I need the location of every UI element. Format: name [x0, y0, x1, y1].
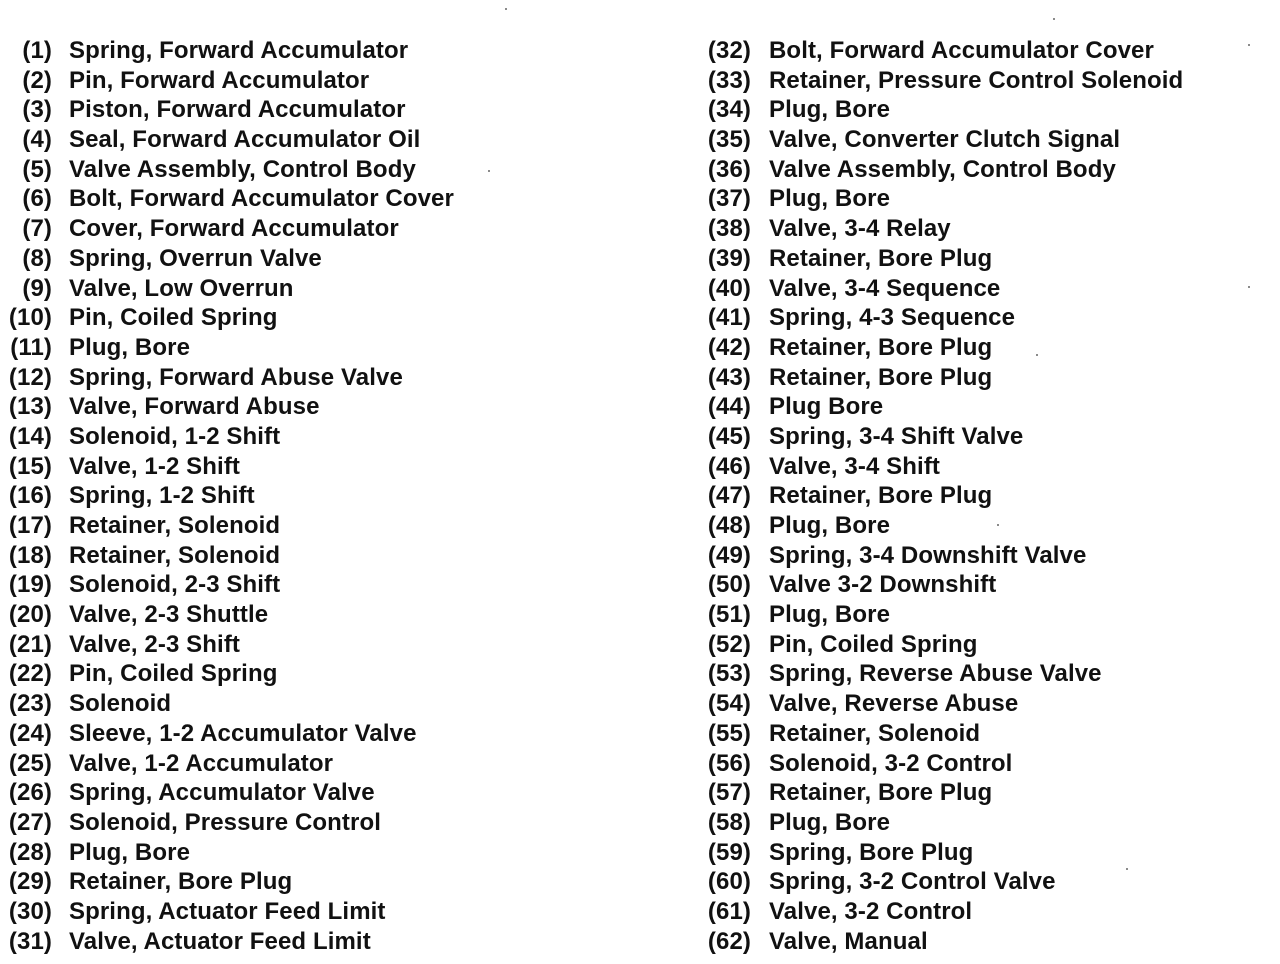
part-number: (58): [707, 808, 751, 836]
part-name: Retainer, Solenoid: [69, 512, 281, 539]
part-number: (32): [707, 37, 751, 64]
part-name: Valve, 1-2 Accumulator: [69, 749, 334, 777]
part-name: Pin, Coiled Spring: [769, 630, 978, 658]
part-name: Retainer, Bore Plug: [769, 363, 993, 391]
part-number: (9): [22, 274, 52, 302]
part-number: (24): [8, 719, 52, 747]
part-number: (49): [707, 541, 751, 569]
part-name: Valve, 2-3 Shuttle: [69, 601, 269, 629]
parts-list-left: [6, 36, 454, 956]
part-name: Valve, 2-3 Shift: [69, 630, 241, 658]
part-name: Valve, 3-4 Relay: [769, 215, 951, 243]
part-item: [6, 481, 255, 511]
part-number: (28): [8, 838, 52, 866]
part-item: [6, 214, 399, 244]
part-name: Pin, Forward Accumulator: [69, 66, 370, 94]
part-number: (36): [707, 155, 751, 183]
part-name: Valve, Reverse Abuse: [769, 690, 1019, 718]
part-item: [6, 452, 241, 482]
part-name: Valve, Forward Abuse: [69, 393, 320, 421]
part-item: [6, 155, 416, 185]
part-item: [705, 66, 1184, 96]
part-item: [6, 303, 278, 333]
part-name: Valve, Converter Clutch Signal: [769, 126, 1121, 154]
part-name: Valve, 3-2 Control: [769, 897, 973, 925]
part-name: Retainer, Bore Plug: [769, 333, 993, 361]
part-name: Retainer, Pressure Control Solenoid: [769, 66, 1184, 94]
part-number: (27): [8, 808, 52, 836]
part-number: (17): [8, 512, 52, 539]
scan-speck: [1036, 354, 1038, 356]
part-number: (47): [707, 482, 751, 510]
part-item: [6, 511, 281, 541]
part-item: [6, 927, 371, 957]
part-item: [6, 838, 191, 868]
scan-speck: [997, 524, 999, 526]
part-item: [6, 184, 454, 214]
part-number: (4): [22, 126, 52, 154]
part-number: (30): [8, 897, 52, 925]
part-number: (35): [707, 126, 751, 154]
part-number: (53): [707, 660, 751, 688]
part-number: (31): [8, 927, 52, 955]
part-item: [705, 689, 1019, 719]
part-item: [6, 363, 403, 393]
scan-speck: [505, 8, 507, 10]
part-number: (15): [8, 452, 52, 480]
part-number: (50): [707, 571, 751, 599]
part-item: [705, 570, 997, 600]
part-name: Spring, 3-4 Shift Valve: [769, 422, 1024, 450]
part-number: (19): [8, 571, 52, 599]
part-name: Valve, 3-4 Shift: [769, 452, 941, 480]
part-number: (61): [707, 897, 751, 925]
part-number: (16): [8, 482, 52, 510]
part-number: (55): [707, 719, 751, 747]
part-name: Plug, Bore: [69, 333, 191, 361]
part-number: (48): [707, 512, 751, 539]
part-item: [6, 66, 370, 96]
part-item: [6, 36, 409, 66]
part-name: Retainer, Solenoid: [769, 719, 981, 747]
part-item: [6, 630, 241, 660]
part-number: (34): [707, 96, 751, 124]
part-name: Solenoid, 2-3 Shift: [69, 571, 281, 599]
part-item: [705, 422, 1024, 452]
part-number: (26): [8, 779, 52, 807]
part-item: [705, 303, 1016, 333]
part-number: (38): [707, 215, 751, 243]
scan-speck: [1126, 868, 1128, 870]
part-name: Sleeve, 1-2 Accumulator Valve: [69, 719, 417, 747]
part-number: (57): [707, 779, 751, 807]
part-number: (21): [8, 630, 52, 658]
part-name: Spring, Bore Plug: [769, 838, 974, 866]
part-item: [705, 155, 1116, 185]
part-number: (23): [8, 690, 52, 718]
part-name: Plug, Bore: [769, 601, 891, 629]
part-number: (3): [22, 96, 52, 124]
part-item: [705, 214, 951, 244]
part-number: (51): [707, 601, 751, 629]
part-name: Spring, Accumulator Valve: [69, 779, 375, 807]
part-item: [705, 897, 973, 927]
part-number: (41): [707, 304, 751, 332]
part-item: [6, 95, 406, 125]
part-name: Valve Assembly, Control Body: [69, 155, 416, 183]
part-number: (22): [8, 660, 52, 688]
part-item: [6, 808, 381, 838]
part-number: (29): [8, 868, 52, 896]
part-number: (2): [22, 66, 52, 94]
part-name: Pin, Coiled Spring: [69, 660, 278, 688]
part-name: Plug, Bore: [769, 808, 891, 836]
part-number: (43): [707, 363, 751, 391]
part-item: [705, 659, 1102, 689]
part-number: (18): [8, 541, 52, 569]
part-number: (56): [707, 749, 751, 777]
part-name: Valve, Actuator Feed Limit: [69, 927, 371, 955]
part-name: Retainer, Bore Plug: [769, 482, 993, 510]
part-number: (8): [22, 244, 52, 272]
part-number: (1): [22, 37, 52, 64]
part-number: (14): [8, 422, 52, 450]
part-item: [6, 274, 294, 304]
part-item: [705, 274, 1001, 304]
part-name: Retainer, Solenoid: [69, 541, 281, 569]
part-item: [6, 778, 375, 808]
part-number: (45): [707, 422, 751, 450]
scan-speck: [488, 170, 490, 172]
part-name: Spring, 3-4 Downshift Valve: [769, 541, 1087, 569]
part-item: [705, 95, 891, 125]
part-item: [705, 481, 993, 511]
part-name: Seal, Forward Accumulator Oil: [69, 126, 421, 154]
part-name: Retainer, Bore Plug: [769, 779, 993, 807]
part-name: Plug, Bore: [769, 185, 891, 213]
part-name: Spring, 3-2 Control Valve: [769, 868, 1056, 896]
part-item: [705, 600, 891, 630]
part-number: (13): [8, 393, 52, 421]
part-number: (37): [707, 185, 751, 213]
part-item: [6, 719, 417, 749]
part-name: Valve, 3-4 Sequence: [769, 274, 1001, 302]
part-item: [6, 897, 386, 927]
part-name: Spring, 4-3 Sequence: [769, 304, 1016, 332]
part-number: (40): [707, 274, 751, 302]
part-name: Valve Assembly, Control Body: [769, 155, 1116, 183]
part-item: [705, 838, 974, 868]
part-item: [705, 719, 981, 749]
part-name: Plug, Bore: [769, 96, 891, 124]
part-name: Bolt, Forward Accumulator Cover: [69, 185, 454, 213]
part-name: Valve, 1-2 Shift: [69, 452, 241, 480]
part-item: [705, 927, 928, 957]
part-number: (5): [22, 155, 52, 183]
part-number: (20): [8, 601, 52, 629]
part-name: Valve 3-2 Downshift: [769, 571, 997, 599]
part-number: (62): [707, 927, 751, 955]
part-item: [705, 808, 891, 838]
part-item: [6, 749, 334, 779]
part-name: Plug, Bore: [769, 512, 891, 539]
part-name: Retainer, Bore Plug: [69, 868, 293, 896]
part-item: [705, 867, 1056, 897]
part-name: Spring, Overrun Valve: [69, 244, 322, 272]
part-name: Spring, Forward Abuse Valve: [69, 363, 403, 391]
part-number: (52): [707, 630, 751, 658]
part-number: (39): [707, 244, 751, 272]
part-item: [705, 630, 978, 660]
part-item: [705, 125, 1121, 155]
part-name: Spring, 1-2 Shift: [69, 482, 255, 510]
part-number: (6): [22, 185, 52, 213]
part-number: (12): [8, 363, 52, 391]
part-item: [705, 363, 993, 393]
part-number: (25): [8, 749, 52, 777]
part-item: [705, 333, 993, 363]
part-item: [705, 392, 884, 422]
part-item: [6, 600, 269, 630]
part-name: Valve, Manual: [769, 927, 928, 955]
part-item: [6, 422, 281, 452]
scan-speck: [1248, 286, 1250, 288]
part-item: [6, 541, 281, 571]
part-item: [6, 333, 191, 363]
part-number: (33): [707, 66, 751, 94]
part-item: [705, 541, 1087, 571]
part-name: Piston, Forward Accumulator: [69, 96, 406, 124]
part-number: (10): [8, 304, 52, 332]
part-item: [705, 452, 941, 482]
part-item: [705, 749, 1013, 779]
part-number: (11): [10, 333, 52, 361]
part-number: (46): [707, 452, 751, 480]
part-item: [705, 36, 1154, 66]
part-name: Retainer, Bore Plug: [769, 244, 993, 272]
part-name: Solenoid, 3-2 Control: [769, 749, 1013, 777]
part-name: Solenoid, 1-2 Shift: [69, 422, 281, 450]
parts-list-right: [705, 36, 1184, 956]
part-name: Solenoid: [69, 690, 172, 718]
part-number: (42): [707, 333, 751, 361]
part-item: [6, 570, 281, 600]
part-name: Solenoid, Pressure Control: [69, 808, 381, 836]
scan-speck: [1053, 18, 1055, 20]
part-item: [6, 867, 293, 897]
scan-speck: [1248, 44, 1250, 46]
part-number: (59): [707, 838, 751, 866]
part-name: Spring, Actuator Feed Limit: [69, 897, 386, 925]
part-name: Bolt, Forward Accumulator Cover: [769, 37, 1154, 64]
part-item: [705, 244, 993, 274]
part-item: [6, 244, 322, 274]
part-number: (54): [707, 690, 751, 718]
part-name: Spring, Reverse Abuse Valve: [769, 660, 1102, 688]
part-item: [6, 659, 278, 689]
part-number: (44): [707, 393, 751, 421]
part-item: [6, 125, 421, 155]
part-name: Plug Bore: [769, 393, 884, 421]
part-name: Plug, Bore: [69, 838, 191, 866]
part-item: [705, 184, 891, 214]
part-item: [6, 689, 172, 719]
part-number: (7): [22, 215, 52, 243]
part-name: Cover, Forward Accumulator: [69, 215, 399, 243]
part-name: Spring, Forward Accumulator: [69, 37, 409, 64]
part-item: [6, 392, 320, 422]
part-number: (60): [707, 868, 751, 896]
part-item: [705, 778, 993, 808]
part-name: Pin, Coiled Spring: [69, 304, 278, 332]
part-name: Valve, Low Overrun: [69, 274, 294, 302]
part-item: [705, 511, 891, 541]
